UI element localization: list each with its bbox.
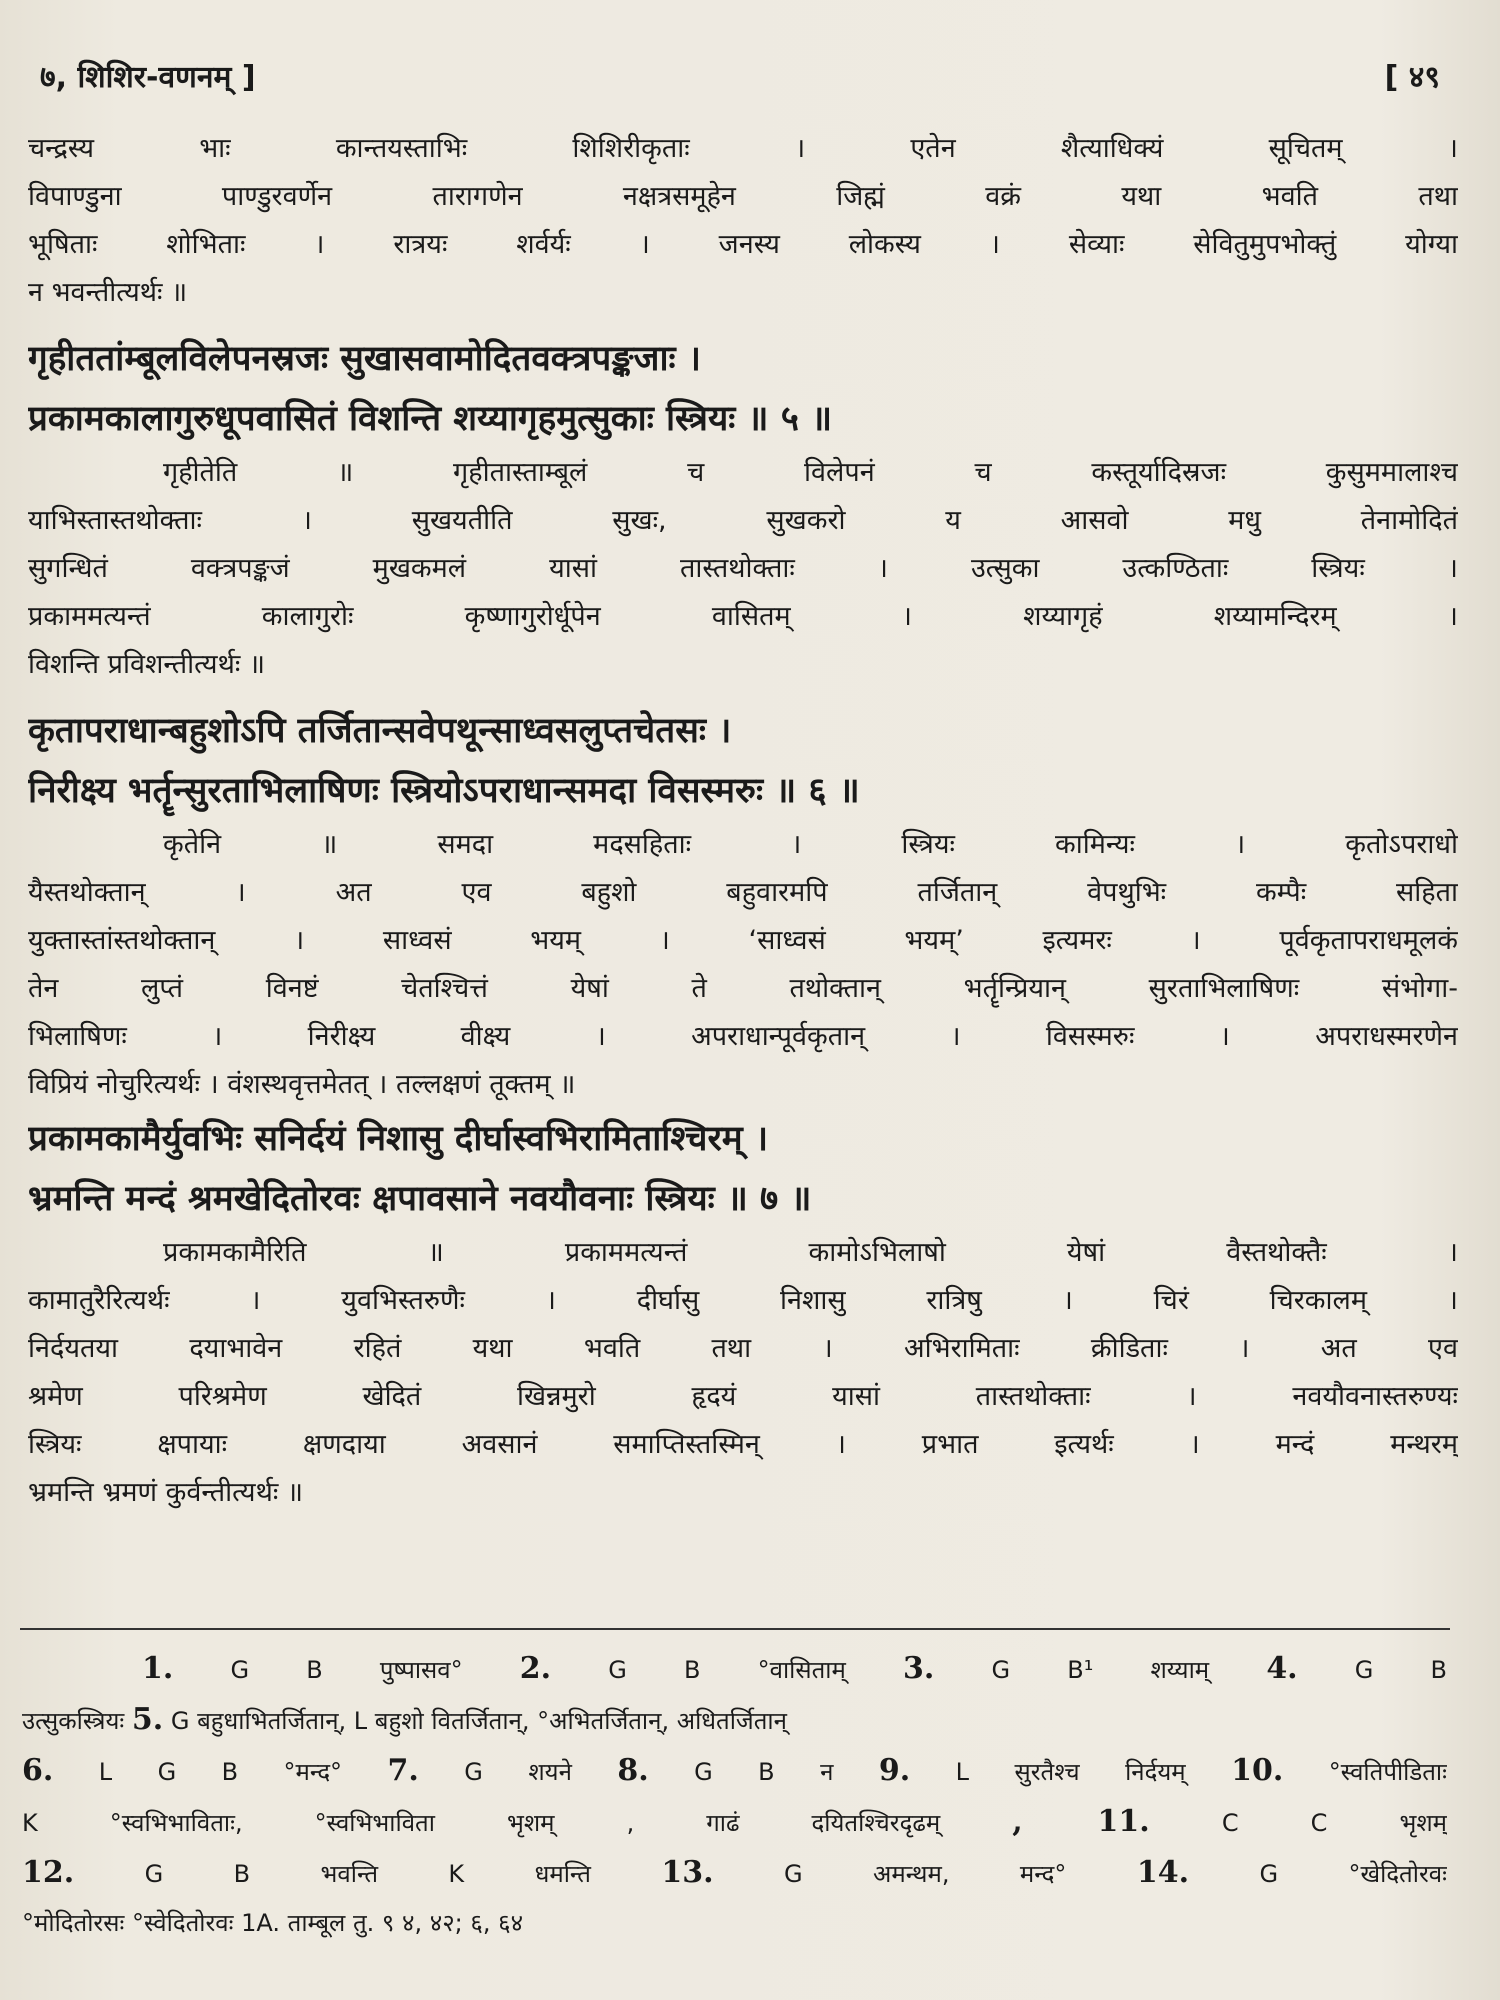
running-title: ७, शिशिर-वणनम् ] (40, 59, 256, 95)
footnote-number: 2. (519, 1651, 552, 1686)
footnote-number: 7. (387, 1753, 419, 1788)
footnote-number: 12. (22, 1855, 75, 1890)
footnote-number: 3. (903, 1651, 935, 1686)
footnote-number: 14. (1136, 1855, 1190, 1890)
verse-line: गृहीततांम्बूलविलेपनस्रजः सुखासवामोदितवक्त्रपङ्कजाः । (28, 339, 702, 379)
footnote-text: G B पुष्पासव° (230, 1656, 463, 1684)
footnote-text: L सुरतैश्च निर्दयम् (955, 1758, 1186, 1786)
commentary-line: श्रमेण परिश्रमेण खेदितं खिन्नमुरो हृदयं यासां तास्तथोक्ताः । नवयौवनास्तरुण्यः (28, 1381, 1458, 1412)
footnote-text: G B (1354, 1656, 1447, 1684)
commentary-line: प्रकामकामैरिति ॥ प्रकाममत्यन्तं कामोऽभिलाषो येषां वैस्तथोक्तैः । (163, 1237, 1458, 1268)
commentary-line: तेन लुप्तं विनष्टं चेतश्चित्तं येषां ते तथोक्तान् भर्तॄन्प्रियान् सुरताभिलाषिणः संभोगा- (28, 973, 1458, 1004)
footnote-line (22, 1847, 1447, 1898)
verse-line: कृतापराधान्बहुशोऽपि तर्जितान्सवेपथून्साध्वसलुप्तचेतसः । (28, 711, 732, 751)
commentary-line: कृतेनि ॥ समदा मदसहिताः । स्त्रियः कामिन्यः । कृतोऽपराधो (163, 829, 1458, 860)
footnote-line (22, 1745, 1447, 1796)
commentary-line: निर्दयतया दयाभावेन रहितं यथा भवति तथा । अभिरामिताः क्रीडिताः । अत एव (28, 1333, 1458, 1364)
footnote-line (22, 1694, 1447, 1745)
commentary-line: युक्तास्तांस्तथोक्तान् । साध्वसं भयम् । ‘साध्वसं भयम्’ इत्यमरः । पूर्वकृतापराधमूलकं (28, 925, 1458, 956)
commentary-line: चन्द्रस्य भाः कान्तयस्ताभिः शिशिरीकृताः । एतेन शैत्याधिक्यं सूचितम् । (28, 133, 1458, 164)
footnote-text: °मोदितोरसः °स्वेदितोरवः 1A. ताम्बूल तु. ९ ४, ४२; ६, ६४ (22, 1909, 524, 1937)
footnote-text: उत्सुकस्त्रियः (22, 1707, 125, 1735)
commentary-line: विशन्ति प्रविशन्तीत्यर्थः ॥ (28, 649, 266, 680)
commentary-line: भूषिताः शोभिताः । रात्रयः शर्वर्यः । जनस्य लोकस्य । सेव्याः सेवितुमुपभोक्तुं योग्या (28, 229, 1458, 260)
commentary-line: कामातुरैरित्यर्थः । युवभिस्तरुणैः । दीर्घासु निशासु रात्रिषु । चिरं चिरकालम् । (28, 1285, 1458, 1316)
footnote-text: °स्वतिपीडिताः (1328, 1758, 1447, 1786)
footnote-line (22, 1796, 1447, 1847)
page-body (28, 125, 1458, 1517)
verse-line: प्रकामकालागुरुधूपवासितं विशन्ति शय्यागृहमुत्सुकाः स्त्रियः ॥ ५ ॥ (28, 399, 833, 439)
verse-line: भ्रमन्ति मन्दं श्रमखेदितोरवः क्षपावसाने नवयौवनाः स्त्रियः ॥ ७ ॥ (28, 1179, 812, 1219)
verse-line: निरीक्ष्य भर्तॄन्सुरताभिलाषिणः स्त्रियोऽपराधान्समदा विसस्मरुः ॥ ६ ॥ (28, 771, 860, 811)
footnotes (22, 1643, 1447, 1949)
footnote-text: G B °वासिताम् (608, 1656, 846, 1684)
commentary-line: भिलाषिणः । निरीक्ष्य वीक्ष्य । अपराधान्पूर्वकृतान् । विसस्मरुः । अपराधस्मरणेन (28, 1021, 1458, 1052)
footnote-text: G °खेदितोरवः (1259, 1860, 1447, 1888)
footnote-number: 1. (142, 1651, 174, 1686)
footnote-divider (20, 1628, 1450, 1630)
commentary-line: विप्रियं नोचुरित्यर्थः । वंशस्थवृत्तमेतत् । तल्लक्षणं तूक्तम् ॥ (28, 1069, 576, 1100)
footnote-line (22, 1643, 1447, 1694)
commentary-line: गृहीतेति ॥ गृहीतास्ताम्बूलं च विलेपनं च कस्तूर्यादिस्रजः कुसुममालाश्च (163, 457, 1458, 488)
footnote-number: 8. (617, 1753, 649, 1788)
footnote-text: G B¹ शय्याम् (991, 1656, 1210, 1684)
footnote-text: G B न (694, 1758, 834, 1786)
footnote-text: G B भवन्ति K धमन्ति (144, 1860, 591, 1888)
commentary-line: भ्रमन्ति भ्रमणं कुर्वन्तीत्यर्थः ॥ (28, 1477, 304, 1508)
commentary-line: न भवन्तीत्यर्थः ॥ (28, 277, 188, 308)
page-number: [ ४९ (1384, 59, 1440, 95)
footnote-number: 13. (661, 1855, 714, 1890)
page-header (40, 45, 1440, 105)
commentary-line: यैस्तथोक्तान् । अत एव बहुशो बहुवारमपि तर्जितान् वेपथुभिः कम्पैः सहिता (28, 877, 1458, 908)
footnote-text: K °स्वभिभाविताः, °स्वभिभाविता भृशम् , गाढं दयितश्चिरदृढम् (22, 1809, 941, 1837)
verse-line: प्रकामकामैर्युवभिः सनिर्दयं निशासु दीर्घास्वभिरामिताश्चिरम् । (28, 1119, 769, 1159)
commentary-line: याभिस्तास्तथोक्ताः । सुखयतीति सुखः, सुखकरो य आसवो मधु तेनामोदितं (28, 505, 1458, 536)
footnote-number: 4. (1266, 1651, 1298, 1686)
footnote-number: 9. (878, 1753, 911, 1788)
footnote-number: 10. (1231, 1753, 1284, 1788)
footnote-text: G बहुधाभितर्जितान्, L बहुशो वितर्जितान्, °अभितर्जितान्, अधितर्जितान् (170, 1707, 787, 1735)
commentary-line: सुगन्धितं वक्त्रपङ्कजं मुखकमलं यासां तास्तथोक्ताः । उत्सुका उत्कण्ठिताः स्त्रियः । (28, 553, 1458, 584)
footnote-text: G शयने (464, 1758, 572, 1786)
commentary-line: प्रकाममत्यन्तं कालागुरोः कृष्णागुरोर्धूपेन वासितम् । शय्यागृहं शय्यामन्दिरम् । (28, 601, 1458, 632)
footnote-text: G अमन्थम, मन्द° (784, 1860, 1067, 1888)
commentary-line: विपाण्डुना पाण्डुरवर्णेन तारागणेन नक्षत्रसमूहेन जिह्मं वक्रं यथा भवति तथा (28, 181, 1458, 212)
footnote-number: , 11. (1012, 1804, 1150, 1839)
footnote-text: L G B °मन्द° (98, 1758, 343, 1786)
footnote-number: 5. (131, 1702, 164, 1737)
footnote-line (22, 1898, 1447, 1949)
footnote-text: C C भृशम् (1221, 1809, 1447, 1837)
footnote-number: 6. (22, 1753, 54, 1788)
commentary-line: स्त्रियः क्षपायाः क्षणदाया अवसानं समाप्तिस्तस्मिन् । प्रभात इत्यर्थः । मन्दं मन्थरम् (28, 1429, 1458, 1460)
